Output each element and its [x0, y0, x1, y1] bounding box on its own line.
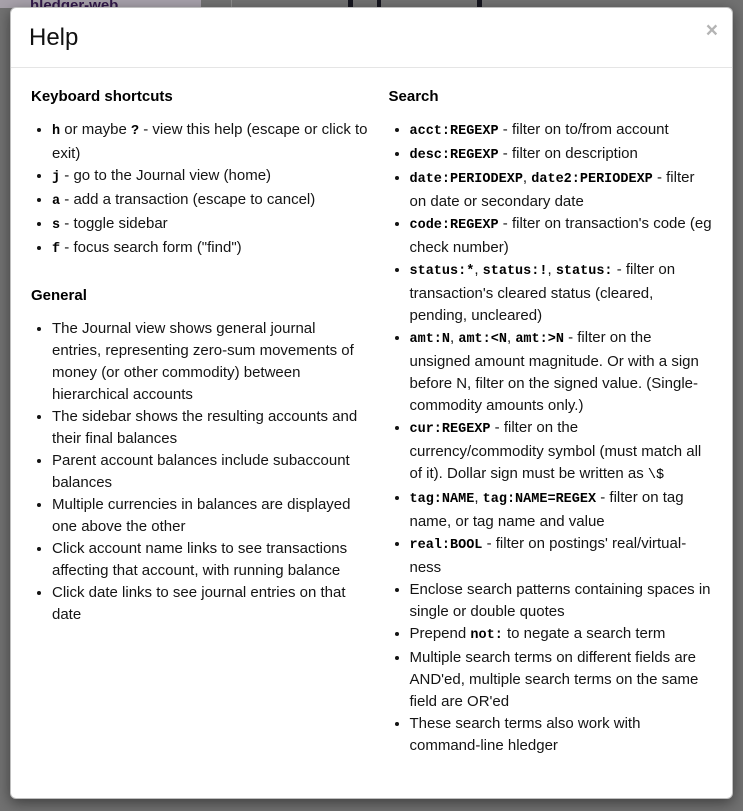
code-term: amt:<N: [458, 331, 507, 347]
help-column-right: [379, 88, 722, 767]
code-term: amt:>N: [515, 331, 564, 347]
section-heading: Keyboard shortcuts: [31, 87, 173, 105]
list-item: • code:REGEXP - filter on transaction's code (eg check number): [410, 213, 712, 259]
code-term: h: [52, 123, 61, 139]
help-column-left: [21, 88, 379, 767]
code-term: cur:REGEXP: [409, 421, 491, 437]
code-term: ?: [130, 123, 140, 139]
code-term: real:BOOL: [409, 537, 483, 553]
code-term: s: [52, 217, 61, 233]
code-term: date:PERIODEXP: [409, 171, 523, 187]
help-dialog-title: Help: [29, 24, 79, 51]
code-term: not:: [470, 627, 503, 643]
list-item: • amt:N, amt:<N, amt:>N - filter on the unsigned amount magnitude. Or with a sign before N, filter on the signed value. (Single-commodity amounts only.): [410, 327, 712, 417]
list-item: • cur:REGEXP - filter on the currency/commodity symbol (must match all of it). Dollar sign must be written as \$: [410, 417, 712, 487]
list-item: • Enclose search patterns containing spaces in single or double quotes: [410, 579, 712, 623]
help-dialog-header: [11, 8, 732, 68]
list-item: • tag:NAME, tag:NAME=REGEX - filter on tag name, or tag name and value: [410, 487, 712, 533]
section-heading: Search: [388, 87, 439, 105]
help-list: [389, 119, 712, 757]
list-item: • status:*, status:!, status: - filter on transaction's cleared status (cleared, pending, uncleared): [410, 259, 712, 327]
list-item: • f - focus search form ("find"): [52, 237, 369, 261]
code-term: desc:REGEXP: [409, 147, 499, 163]
code-term: tag:NAME: [409, 491, 475, 507]
code-term: f: [52, 241, 61, 257]
list-item: • real:BOOL - filter on postings' real/virtual-ness: [410, 533, 712, 579]
list-item: • date:PERIODEXP, date2:PERIODEXP - filter on date or secondary date: [410, 167, 712, 213]
list-item: • Multiple currencies in balances are displayed one above the other: [52, 494, 369, 538]
list-item: • j - go to the Journal view (home): [52, 165, 369, 189]
list-item: • s - toggle sidebar: [52, 213, 369, 237]
code-term: date2:PERIODEXP: [531, 171, 653, 187]
list-item: • desc:REGEXP - filter on description: [410, 143, 712, 167]
code-term: \$: [647, 467, 665, 483]
list-item: • Multiple search terms on different fields are AND'ed, multiple search terms on the same field are OR'ed: [410, 647, 712, 713]
list-item: • The sidebar shows the resulting accounts and their final balances: [52, 406, 369, 450]
help-list: [31, 318, 369, 626]
code-term: j: [52, 169, 61, 185]
help-dialog: [10, 7, 733, 799]
list-item: • Click account name links to see transactions affecting that account, with running balance: [52, 538, 369, 582]
code-term: tag:NAME=REGEX: [482, 491, 597, 507]
list-item: • Click date links to see journal entries on that date: [52, 582, 369, 626]
code-term: status:*: [409, 263, 475, 279]
list-item: • Prepend not: to negate a search term: [410, 623, 712, 647]
list-item: • acct:REGEXP - filter on to/from account: [410, 119, 712, 143]
list-item: • The Journal view shows general journal entries, representing zero-sum movements of money (or other commodity) between hierarchical accounts: [52, 318, 369, 406]
close-icon[interactable]: ×: [705, 19, 718, 42]
section-heading: General: [31, 286, 87, 304]
code-term: a: [52, 193, 61, 209]
code-term: status:: [555, 263, 613, 279]
code-term: amt:N: [409, 331, 451, 347]
help-dialog-body: [11, 68, 732, 787]
code-term: code:REGEXP: [409, 217, 499, 233]
code-term: acct:REGEXP: [409, 123, 499, 139]
list-item: • h or maybe ? - view this help (escape or click to exit): [52, 119, 369, 165]
code-term: status:!: [482, 263, 548, 279]
help-list: [31, 119, 369, 261]
list-item: • Parent account balances include subaccount balances: [52, 450, 369, 494]
list-item: • a - add a transaction (escape to cancel): [52, 189, 369, 213]
list-item: • These search terms also work with command-line hledger: [410, 713, 712, 757]
